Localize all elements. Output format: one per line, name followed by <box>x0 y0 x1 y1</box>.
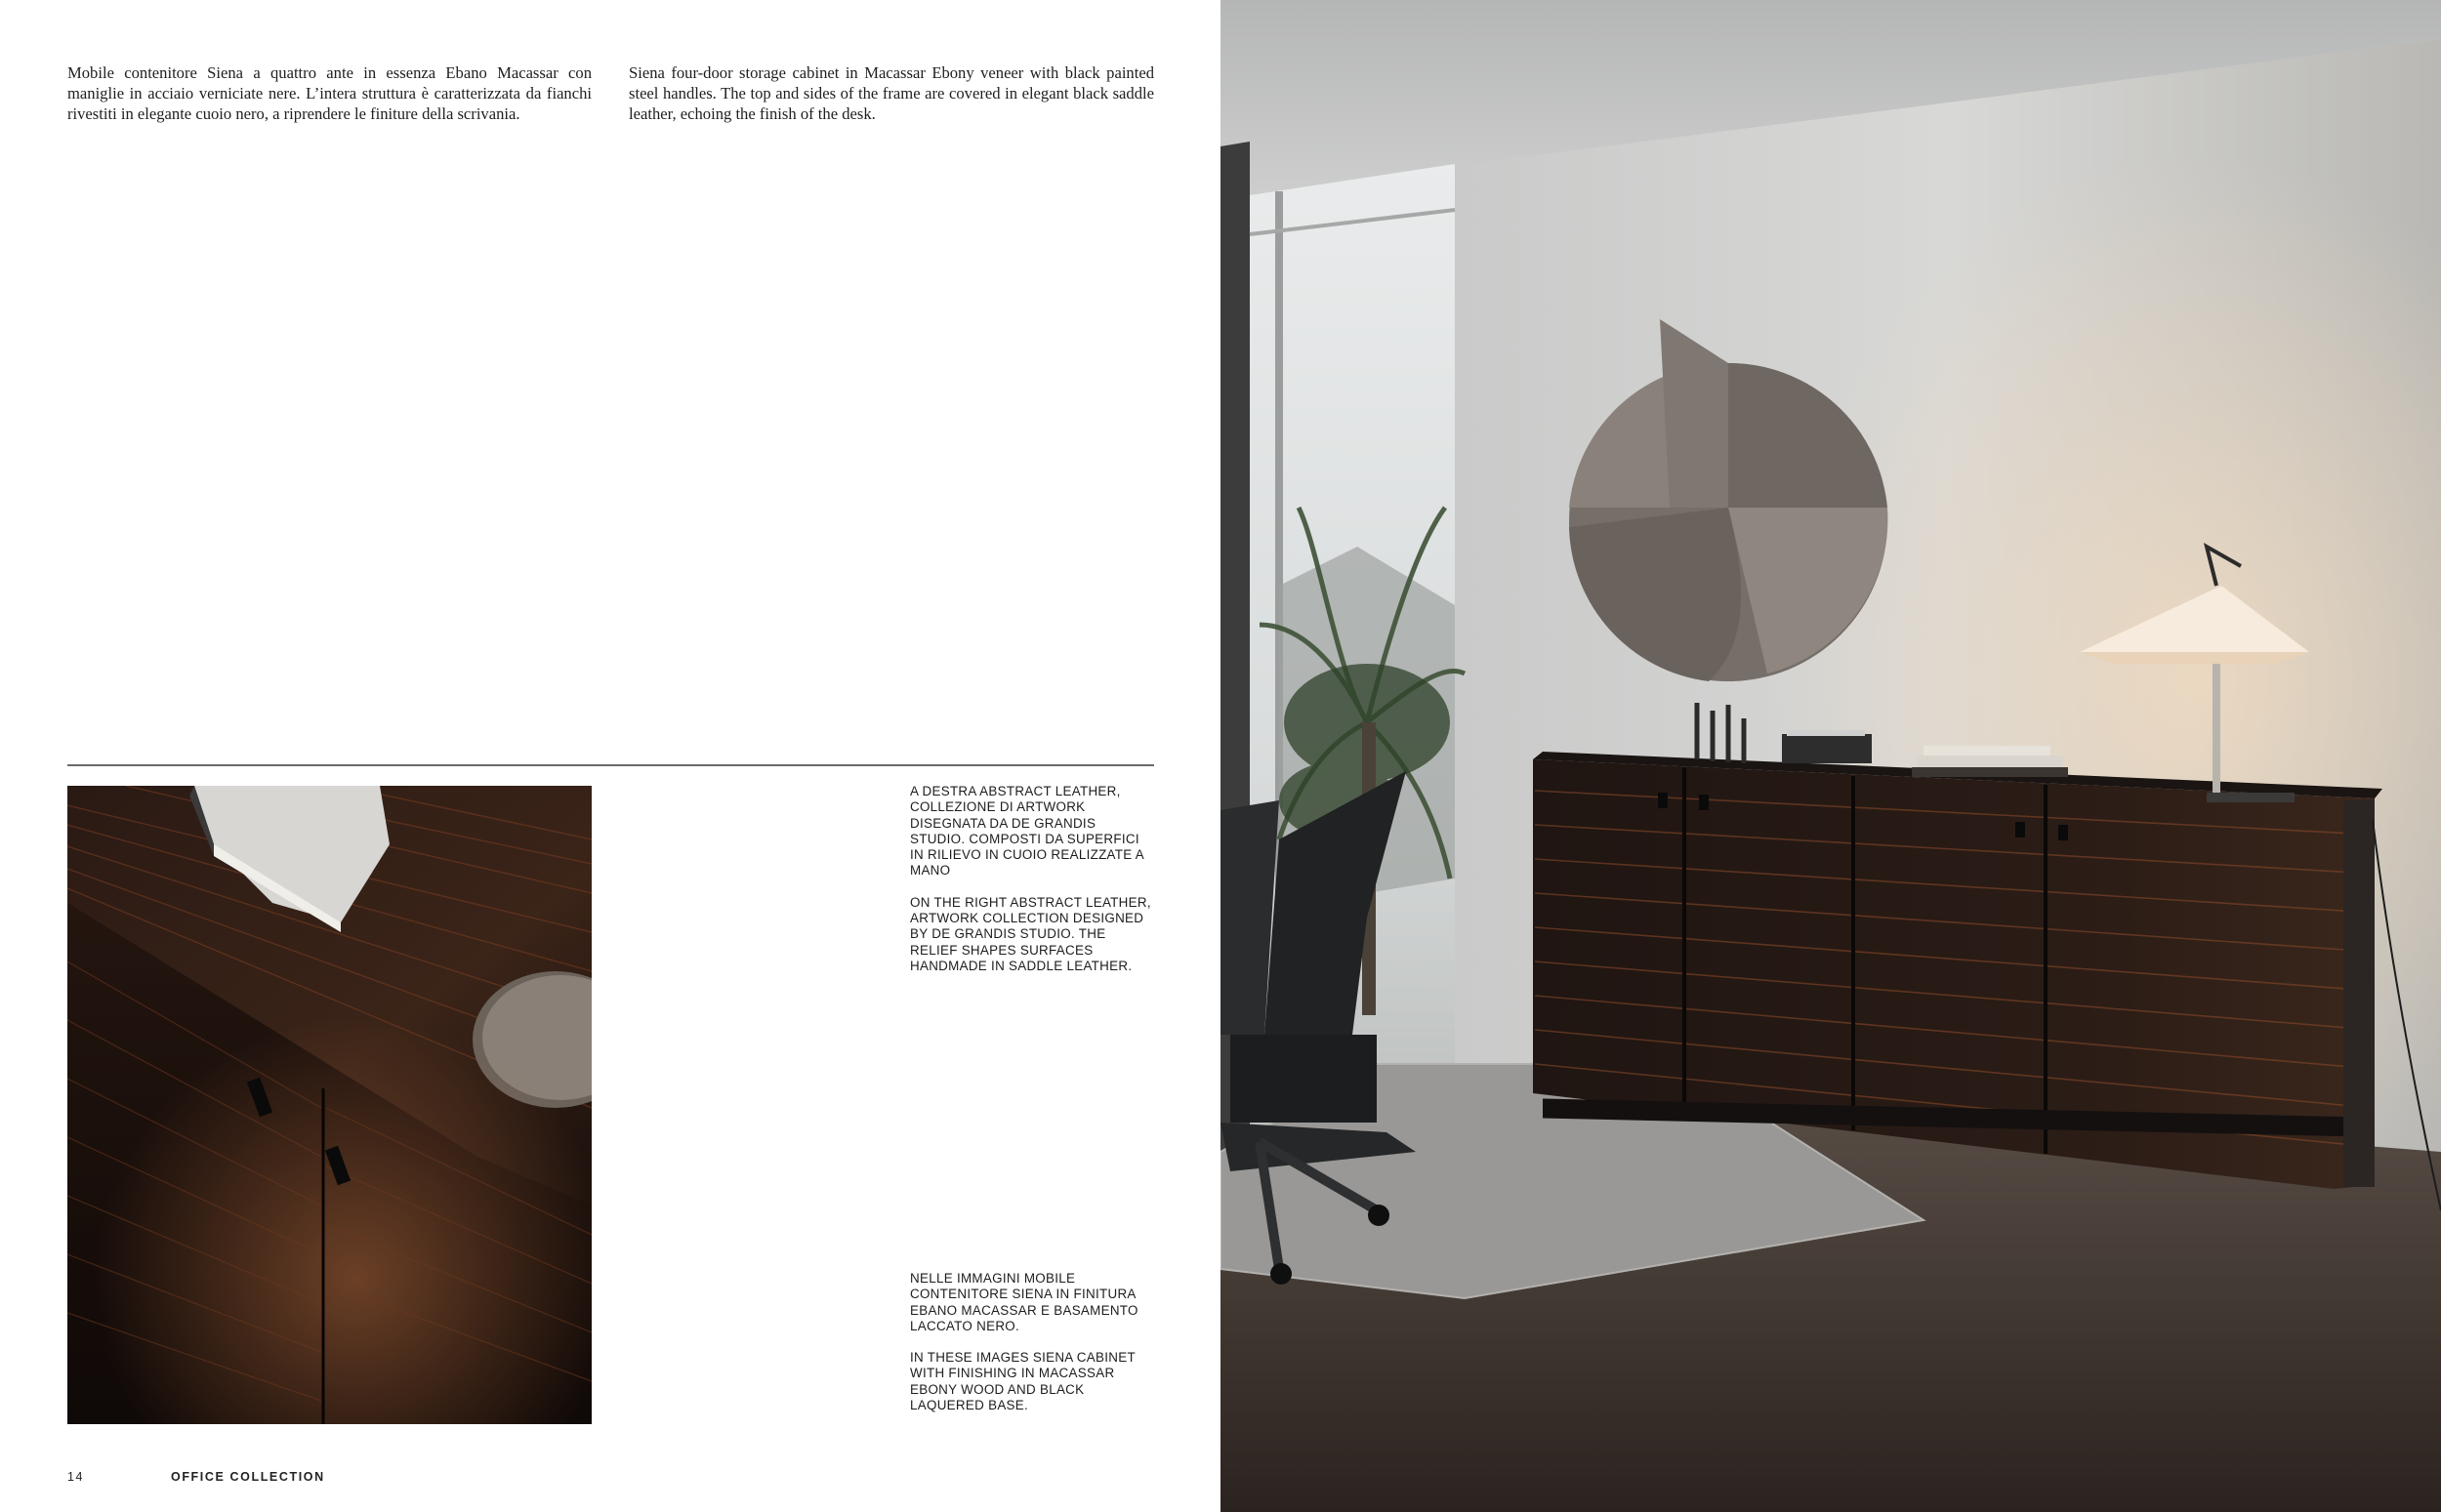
cabinet-detail-photo <box>67 786 592 1424</box>
caption-images-italian: NELLE IMMAGINI MOBILE CONTENITORE SIENA IN FINITURA EBANO MACASSAR E BASAMENTO LACCATO NERO. <box>910 1271 1138 1333</box>
collection-name: OFFICE COLLECTION <box>171 1470 325 1484</box>
caption-artwork-english: ON THE RIGHT ABSTRACT LEATHER, ARTWORK COLLECTION DESIGNED BY DE GRANDIS STUDIO. THE RELIEF SHAPES SURFACES HANDMADE IN SADDLE LEATHER. <box>910 894 1151 973</box>
left-page <box>0 0 1220 1512</box>
caption-images-english: IN THESE IMAGES SIENA CABINET WITH FINISHING IN MACASSAR EBONY WOOD AND BLACK LAQUERED BASE. <box>910 1350 1136 1413</box>
section-divider <box>67 764 1154 766</box>
office-room-photo <box>1220 0 2441 1512</box>
office-room-illustration <box>1220 0 2441 1512</box>
page-number: 14 <box>67 1470 85 1484</box>
caption-artwork-italian: A DESTRA ABSTRACT LEATHER, COLLEZIONE DI ARTWORK DISEGNATA DA DE GRANDIS STUDIO. COMPOSTI DA SUPERFICI IN RILIEVO IN CUOIO REALIZZATE A MANO <box>910 784 1144 879</box>
description-english: Siena four-door storage cabinet in Macassar Ebony veneer with black painted steel handles. The top and sides of the frame are covered in elegant black saddle leather, echoing the finish of the desk. <box>629 63 1154 123</box>
caption-images <box>910 1271 1154 1429</box>
caption-artwork <box>910 784 1154 990</box>
cabinet-detail-illustration <box>67 786 592 1424</box>
description-italian: Mobile contenitore Siena a quattro ante in essenza Ebano Macassar con maniglie in acciaio verniciate nere. L’intera struttura è caratterizzata da fianchi rivestiti in elegante cuoio nero, a riprendere le finiture della scrivania. <box>67 63 592 123</box>
